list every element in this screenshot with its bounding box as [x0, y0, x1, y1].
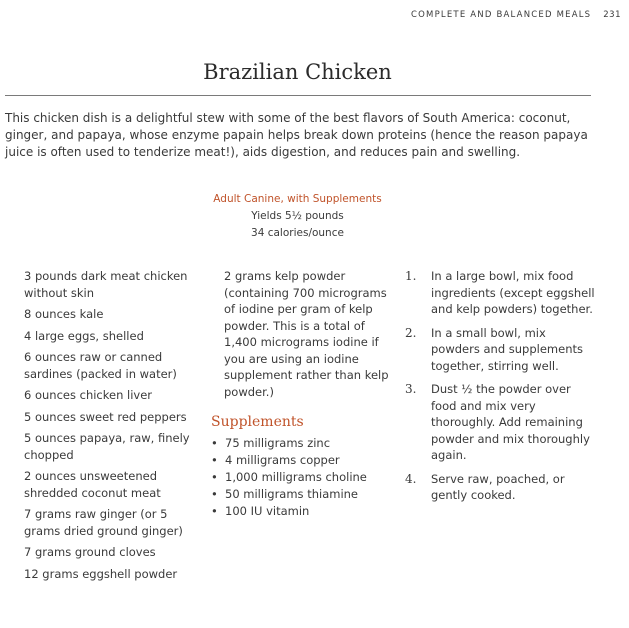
ingredient-item: 6 ounces chicken liver	[24, 388, 153, 402]
ingredient-item: 12 grams eggshell powder	[24, 566, 178, 581]
direction-step	[405, 471, 595, 504]
supplement-label: 4 milligrams copper	[225, 452, 340, 467]
ingredient-item: 3 pounds dark meat chicken without skin	[24, 269, 188, 300]
supplements-list	[211, 435, 394, 520]
recipe-title: Brazilian Chicken	[203, 60, 392, 84]
ingredients-list	[24, 268, 194, 587]
supplement-label: 1,000 milligrams choline	[225, 469, 367, 484]
bullet-icon: •	[211, 435, 218, 450]
directions-list	[405, 268, 595, 511]
supplement-label: 50 milligrams thiamine	[225, 486, 358, 501]
direction-step	[405, 325, 595, 375]
kelp-note: 2 grams kelp powder (containing 700 micrograms of iodine per gram of kelp powder. This is a total of 1,400 micrograms iodine if you are using an iodine supplement rather than kelp powder.)	[224, 269, 389, 399]
bullet-icon: •	[211, 469, 218, 484]
step-number: 2.	[405, 325, 417, 340]
ingredient-item: 4 large eggs, shelled	[24, 328, 144, 343]
bullet-icon: •	[211, 486, 218, 501]
bullet-icon: •	[211, 452, 218, 467]
step-number: 4.	[405, 471, 417, 486]
running-head	[411, 10, 621, 20]
page-number: 231	[603, 10, 621, 20]
supplement-item	[211, 486, 394, 503]
supplements-heading: Supplements	[211, 414, 304, 430]
direction-step	[405, 268, 595, 318]
ingredient-item: 8 ounces kale	[24, 307, 104, 321]
supplement-item	[211, 452, 394, 469]
step-text: In a small bowl, mix powders and supplements together, stirring well.	[431, 325, 583, 373]
section-title: COMPLETE AND BALANCED MEALS	[411, 10, 592, 20]
title-rule	[5, 95, 591, 96]
ingredient-item: 7 grams raw ginger (or 5 grams dried ground ginger)	[24, 507, 183, 538]
recipe-calories: 34 calories/ounce	[251, 227, 344, 239]
ingredient-item: 7 grams ground cloves	[24, 545, 156, 559]
bullet-icon: •	[211, 503, 218, 518]
ingredient-item: 6 ounces raw or canned sardines (packed in water)	[24, 350, 177, 381]
supplement-item	[211, 469, 394, 486]
step-number: 3.	[405, 382, 417, 396]
step-text: Dust ½ the powder over food and mix very thoroughly. Add remaining powder and mix thoroughly again.	[431, 382, 590, 462]
direction-step	[405, 381, 595, 464]
kelp-and-supplements	[211, 268, 394, 520]
step-number: 1.	[405, 269, 417, 283]
supplement-item	[211, 503, 394, 520]
step-text: In a large bowl, mix food ingredients (except eggshell and kelp powders) together.	[431, 269, 595, 316]
yield-block	[0, 191, 595, 242]
ingredient-item: 5 ounces sweet red peppers	[24, 409, 187, 424]
supplement-item	[211, 435, 394, 452]
supplement-label: 100 IU vitamin	[225, 503, 310, 518]
supplement-label: 75 milligrams zinc	[225, 435, 331, 450]
recipe-intro: This chicken dish is a delightful stew with some of the best flavors of South America: coconut, ginger, and papaya, whose enzyme papain helps break down proteins (hence the reason papaya juice is often used to tenderize meat!), aids digestion, and reduces pain and swelling.	[5, 111, 588, 159]
recipe-subtitle: Adult Canine, with Supplements	[213, 193, 382, 205]
ingredient-item: 5 ounces papaya, raw, finely chopped	[24, 431, 190, 462]
ingredient-item: 2 ounces unsweetened shredded coconut meat	[24, 469, 161, 500]
step-text: Serve raw, poached, or gently cooked.	[431, 471, 565, 502]
recipe-yield: Yields 5½ pounds	[251, 210, 344, 222]
